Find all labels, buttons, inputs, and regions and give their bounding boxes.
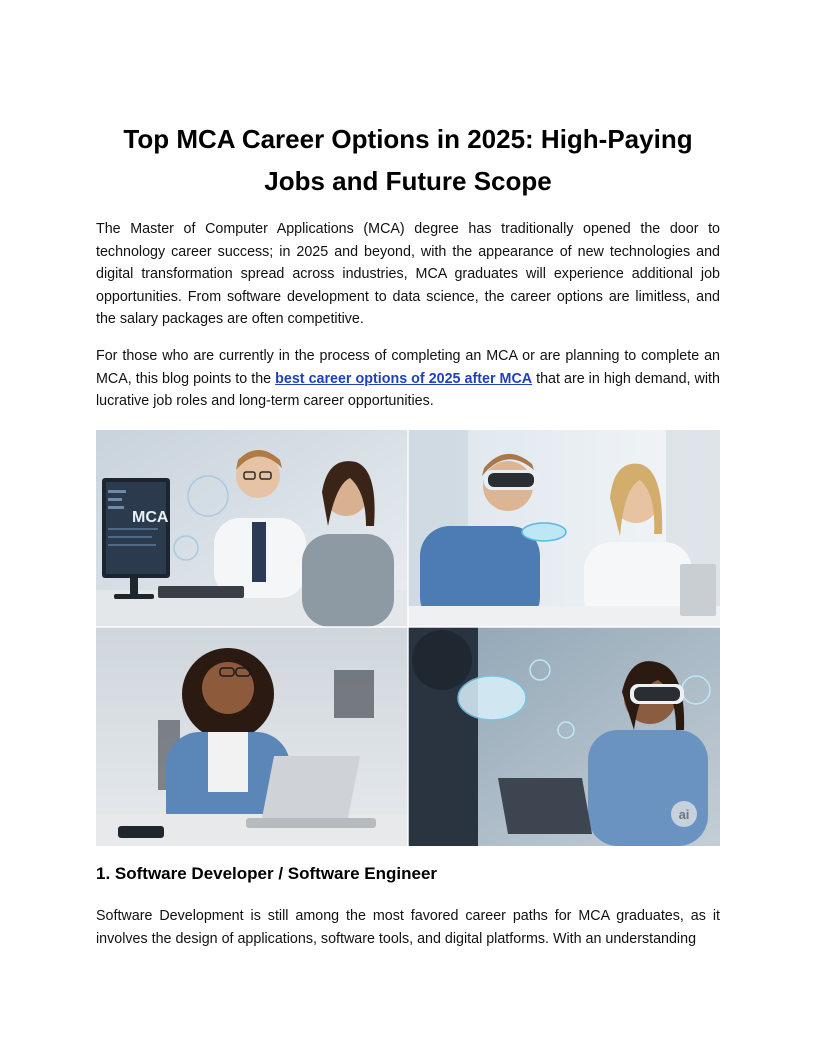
career-photo-collage [96, 430, 720, 846]
photo-panel-vr-collaboration [408, 430, 720, 627]
section-heading-software-developer: 1. Software Developer / Software Engineer [96, 864, 438, 883]
career-options-link[interactable]: best career options of 2025 after MCA [275, 370, 533, 387]
page-title: Top MCA Career Options in 2025: High-Paying Jobs and Future Scope [123, 124, 693, 196]
intro-paragraph: The Master of Computer Applications (MCA) degree has traditionally opened the door to technology career success; in 2025 and beyond, with the appearance of new technologies and digital transformation spread across industries, MCA graduates will experience additional job opportunities. From software development to data science, the career options are limitless, and the salary packages are often competitive. [96, 221, 720, 328]
ai-watermark: ai [678, 807, 690, 822]
second-paragraph-text-before: For those who are currently in the process of completing an MCA or are planning to complete an MCA, this blog points to the [96, 348, 720, 387]
second-paragraph-text-after: that are in high demand, with lucrative job roles and long-term career opportunities. [96, 370, 720, 410]
second-paragraph [96, 345, 720, 413]
monitor-mca-text: MCA [132, 509, 169, 526]
photo-panel-cloud-vr [408, 627, 720, 846]
section-1-paragraph: Software Development is still among the most favored career paths for MCA graduates, as it involves the design of applications, software tools, and digital platforms. With an understanding [96, 908, 720, 947]
photo-panel-student-with-laptop [96, 627, 408, 846]
photo-panel-developers-at-desk [96, 430, 408, 627]
